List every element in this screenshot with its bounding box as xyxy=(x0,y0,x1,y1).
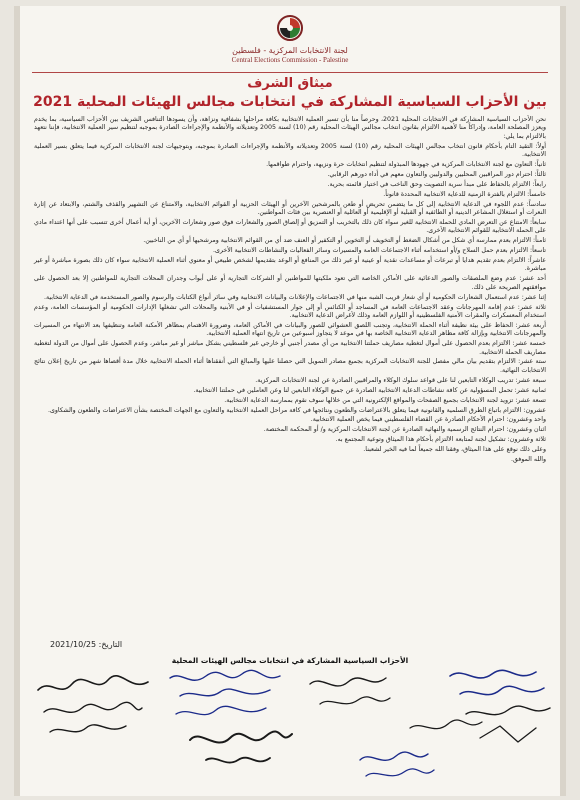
clause-14: أربعة عشر: الحفاظ على بيئة نظيفة أثناء الحملة الانتخابية، وتجنب اللصق العشوائي للصور والبيانات في الأماكن العامة، وضرورة الاهتمام بمظاهر الأمكنة العامة وتنظيفها بعد الانتهاء من المسيرات والمهرجانات الانتخابية وبإزالة كافة مظاهر الدعاية الانتخابية الخاصة بها في موعد لا يتجاوز أسبوعين من تاريخ انتهاء العملية الانتخابية. xyxy=(34,321,546,338)
signature-right-2 xyxy=(460,686,544,694)
clause-11: أحد عشر: عدم وضع الملصقات والصور الدعائية على الأماكن الخاصة التي تعود ملكيتها للمواطنين أو الشركات التجارية أو على أبواب وجدران المحلات التجارية للمواطنين إلا بعد الحصول على موافقتهم الصريحة على ذلك. xyxy=(34,275,546,291)
clause-16: ستة عشر: الالتزام بتقديم بيان مالي مفصل للجنة الانتخابات المركزية بجميع مصادر التمويل التي حصلنا عليها والمبالغ التي أنفقناها أثناء الحملة الانتخابية خلال مدة أقصاها شهر من تاريخ إعلان نتائج الانتخابات النهائية. xyxy=(34,358,546,374)
cec-logo-icon xyxy=(276,14,304,42)
clause-13: ثلاثة عشر: عدم إقامة المهرجانات وعقد الاجتماعات العامة في المساجد أو الكنائس أو إلى جوار المستشفيات أو في الأبنية والمحلات التي تشغلها الإدارات الحكومية أو المؤسسات العامة، وعدم استخدام المعسكرات والمقرات الأمنية الفلسطينية أو اللوازم العامة وذلك لأغراض الدعاية الانتخابية. xyxy=(34,303,546,319)
charter-sheet xyxy=(14,6,566,796)
signatures-area xyxy=(30,668,562,793)
clause-12: إثنا عشر: عدم استعمال الشعارات الحكومية أو أي شعار قريب الشبه منها في الاجتماعات والإعلانات والبيانات الانتخابية وفي سائر أنواع الكتابات والرسوم والصور المستخدمة في الدعاية الانتخابية. xyxy=(44,293,546,301)
clause-15: خمسة عشر: الالتزام بعدم الحصول على أموال لتغطية مصاريف حملتنا الانتخابية من أي مصدر أجنبي أو خارجي غير فلسطيني بشكل مباشر أو غير مباشر، وعدم الحصول على أموال من الدولة لتغطية مصاريف الحملة الانتخابية. xyxy=(34,340,546,356)
signature-left-3 xyxy=(50,725,126,732)
signatories-heading: الأحزاب السياسية المشاركة في انتخابات مجالس الهيئات المحلية xyxy=(171,656,409,665)
clause-10: عاشراً: الالتزام بعدم تقديم هدايا أو تبرعات أو مساعدات نقدية أو عينية أو غير ذلك من المنافع أو الوعد بتقديمها لشخص طبيعي أو معنوي أثناء العملية الانتخابية سواء كان ذلك بصورة مباشرة أو غير مباشرة. xyxy=(34,257,546,273)
document-title: ميثاق الشرف xyxy=(247,76,333,91)
clause-3: ثالثاً: احترام دور المراقبين المحليين والدوليين والتعاون معهم في أداء دورهم الرقابي. xyxy=(327,170,546,178)
signature-right-5 xyxy=(480,726,536,742)
clause-9: تاسعاً: الالتزام بعدم حمل السلاح و/أو استخدامه أثناء الاجتماعات العامة والمسيرات وسائر الفعاليات والنشاطات الانتخابية الأخرى. xyxy=(212,247,546,255)
preamble: نحن الأحزاب السياسية المشاركة في الانتخابات المحلية 2021، وحرصاً منا بأن تسير العملية الانتخابية بكافة مراحلها بشفافية ونزاهة، وأن يسودها التنافس الشريف بين الأحزاب السياسية، بما يخدم ويعزز المصلحة العامة، وإدراكاً منا لأهمية الالتزام بقانون انتخاب مجالس الهيئات المحلية رقم (10) لسنة 2005 وتعديلاته والأنظمة والإجراءات الصادرة بموجبه لتنظيم سير العملية الانتخابية، فإننا نتعهد بالالتزام بما يلي: xyxy=(34,116,546,140)
clause-17: سبعة عشر: تدريب الوكلاء التابعين لنا على قواعد سلوك الوكلاء والمراقبين الصادرة عن لجنة الانتخابات المركزية. xyxy=(255,376,546,384)
clause-8: ثامناً: الالتزام بعدم ممارسة أي شكل من أشكال الضغط أو التخويف أو التخوين أو التكفير أو العنف ضد أي من القوائم الانتخابية ومرشحيها أو أي من الناخبين. xyxy=(143,237,546,245)
header-divider xyxy=(32,72,548,73)
closing-line: وعلى ذلك نوقع على هذا الميثاق، وفقنا الله جميعاً لما فيه الخير لشعبنا. xyxy=(363,446,546,454)
signature-right-1 xyxy=(450,670,536,678)
clause-1: أولاً: التقيد التام بأحكام قانون انتخاب مجالس الهيئات المحلية رقم (10) لسنة 2005 وتعديلاته والأنظمة والإجراءات الصادرة بموجبه، وبتوجيهات لجنة الانتخابات المركزية فيما يتعلق بسير العملية الانتخابية. xyxy=(34,142,546,158)
clause-7: سابعاً: الامتناع عن التعرض المادي للحملة الانتخابية للغير سواء كان ذلك بالتخريب أو التمزيق أو إلصاق الصور والشعارات فوق صور وشعارات الآخرين، أو أية أعمال أخرى تتسبب على أنها اعتداء مادي على الحملة الانتخابية للقوائم الانتخابية الأخرى. xyxy=(34,218,546,235)
clause-4: رابعاً: الالتزام بالحفاظ على مبدأ سرية التصويت وحق الناخب في اختيار قائمته بحرية. xyxy=(327,180,546,188)
clause-6: سادساً: عدم اللجوء في الدعاية الانتخابية إلى كل ما يتضمن تحريض أو طعن بالمرشحين الآخرين أو الهيئات الحزبية أو القوائم الانتخابية، والامتناع عن التشهير والقذف والشتم، والابتعاد عن إثارة النعرات أو استغلال المشاعر الدينية أو الطائفية أو القبلية أو الإقليمية أو العائلية أو العنصرية بين فئات المواطنين. xyxy=(34,200,546,216)
charter-body xyxy=(34,116,546,466)
signature-center-1 xyxy=(310,678,386,686)
signature-left-1 xyxy=(38,676,148,690)
signature-left-2 xyxy=(44,702,142,712)
clause-19: تسعة عشر: تزويد لجنة الانتخابات بجميع الصفحات والمواقع الإلكترونية التي من خلالها سوف نقوم بممارسة الدعاية الانتخابية. xyxy=(224,396,546,404)
signature-right-4 xyxy=(410,720,482,729)
closing-blessing: والله الموفق. xyxy=(511,456,546,464)
date-label: التاريخ xyxy=(101,640,123,649)
header xyxy=(20,14,560,65)
signature-mid-1 xyxy=(170,670,280,680)
clause-21: واحد وعشرون: احترام الأحكام الصادرة عن القضاء الفلسطيني فيما يخص العملية الانتخابية. xyxy=(310,416,546,424)
date-line: التاريخ: 2021/10/25 xyxy=(50,640,123,649)
date-value: 2021/10/25 xyxy=(50,640,97,649)
clause-18: ثمانية عشر: تحمل المسؤولية عن كافة نشاطات الدعاية الانتخابية الصادرة عن جميع الوكلاء التابعين لنا وعن العاملين في حملتنا الانتخابية. xyxy=(193,386,546,394)
clause-20: عشرون: الالتزام باتباع الطرق السلمية والقانونية فيما يتعلق بالاعتراضات والطعون ونتائجها في كافة مراحل العملية الانتخابية والتعاون مع الجهات المختصة بشأن الاعتراضات والطعون والشكاوى. xyxy=(47,406,546,414)
signature-mid-5 xyxy=(206,758,270,763)
signature-center-3 xyxy=(360,752,428,760)
clause-23: ثلاثة وعشرون: تشكيل لجنة لمتابعة الالتزام بأحكام هذا الميثاق وتوعية المجتمع به. xyxy=(335,436,546,444)
document-subtitle: بين الأحزاب السياسية المشاركة في انتخابات مجالس الهيئات المحلية 2021 xyxy=(33,94,547,110)
signature-right-3 xyxy=(466,706,550,715)
signature-mid-4 xyxy=(190,731,292,742)
org-name-english: Central Elections Commission - Palestine xyxy=(231,56,349,64)
signature-mid-2 xyxy=(180,689,270,696)
clause-2: ثانياً: التعاون مع لجنة الانتخابات المركزية في جهودها المبذولة لتنظيم انتخابات حرة ونزيهة، واحترام طواقمها. xyxy=(266,160,546,168)
signature-center-2 xyxy=(320,697,390,704)
signature-mid-3 xyxy=(176,706,266,714)
clause-5: خامساً: الالتزام بالفترة الزمنية للدعاية الانتخابية المحددة قانوناً. xyxy=(383,190,546,198)
clause-22: اثنان وعشرون: احترام النتائج الرسمية والنهائية الصادرة عن لجنة الانتخابات المركزية و/ أو المحكمة المختصة. xyxy=(263,426,546,434)
org-name-arabic: لجنة الانتخابات المركزية - فلسطين xyxy=(232,46,348,55)
signature-center-4 xyxy=(366,769,434,776)
